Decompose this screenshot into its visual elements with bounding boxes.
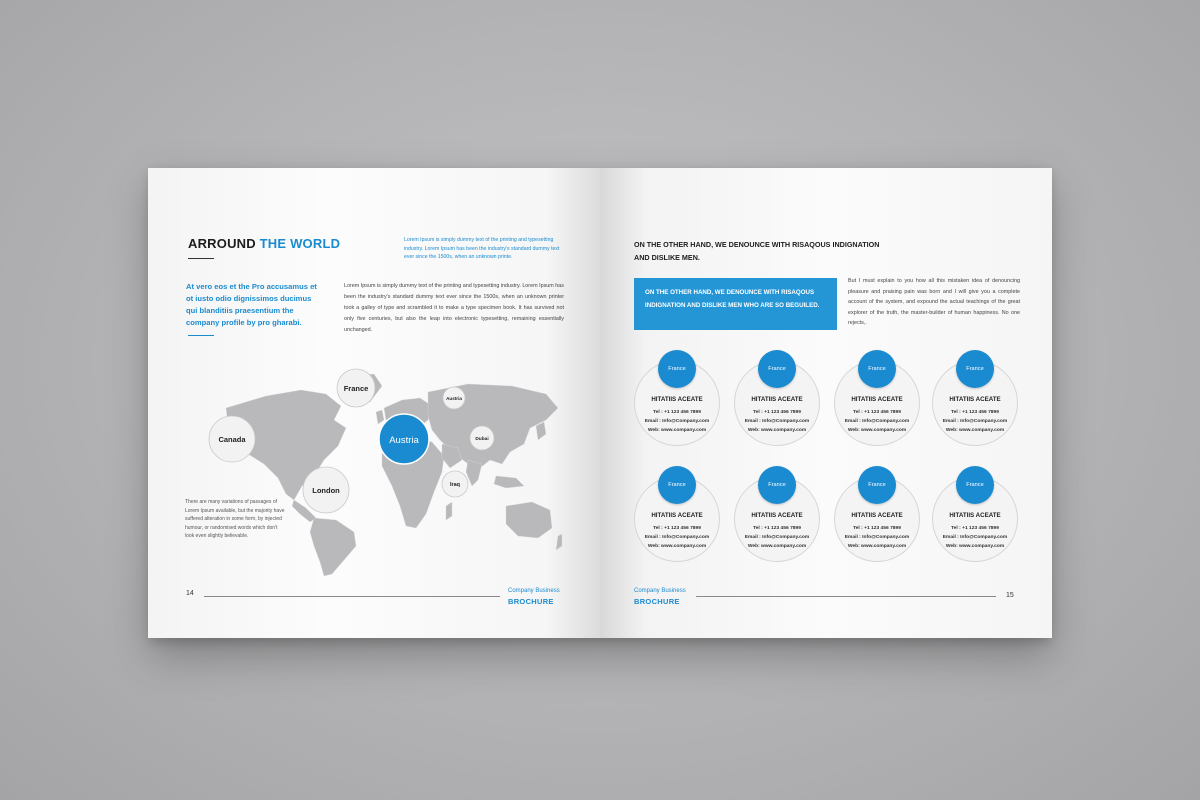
card-web: Web: www.company.com <box>747 428 807 433</box>
card-email: Email : Info@Company.com <box>644 535 710 540</box>
footer-brand-small-left: Company Business <box>508 588 560 594</box>
card-email: Email : Info@Company.com <box>744 419 810 424</box>
left-page <box>148 168 600 638</box>
card-name: HITATIIS ACEATE <box>949 396 1001 403</box>
label-london: London <box>312 486 340 495</box>
card-name: HITATIIS ACEATE <box>751 396 803 403</box>
footer-brand-small-right: Company Business <box>634 588 686 594</box>
bubble-london <box>303 467 349 513</box>
contact-card <box>834 350 922 448</box>
right-page <box>600 168 1052 638</box>
label-france: France <box>343 384 369 393</box>
contact-card <box>634 350 722 448</box>
card-email: Email : Info@Company.com <box>844 535 910 540</box>
bubble-dubai <box>470 426 494 450</box>
world-map <box>206 368 566 578</box>
page-number-right: 15 <box>1006 592 1014 599</box>
card-badge: France <box>956 350 994 388</box>
title-part2: THE WORLD <box>259 236 341 251</box>
label-austria-small: Austria <box>446 396 462 401</box>
card-web: Web: www.company.com <box>945 428 1005 433</box>
card-tel: Tel : +1 123 456 7899 <box>951 410 999 415</box>
card-email: Email : Info@Company.com <box>744 535 810 540</box>
contact-card <box>932 350 1020 448</box>
highlight-box: ON THE OTHER HAND, WE DENOUNCE WITH RISAQOUS INDIGNATION AND DISLIKE MEN WHO ARE SO BEGUILED. <box>634 278 837 330</box>
card-email: Email : Info@Company.com <box>644 419 710 424</box>
card-name: HITATIIS ACEATE <box>651 396 703 403</box>
card-name: HITATIIS ACEATE <box>851 396 903 403</box>
label-dubai: Dubai <box>475 437 489 442</box>
card-badge: France <box>956 466 994 504</box>
contact-card <box>734 350 822 448</box>
card-email: Email : Info@Company.com <box>942 535 1008 540</box>
right-heading: ON THE OTHER HAND, WE DENOUNCE WITH RISAQOUS INDIGNATION AND DISLIKE MEN. <box>634 240 880 262</box>
card-tel: Tel : +1 123 456 7899 <box>853 526 901 531</box>
intro-text: Lorem Ipsum is simply dummy text of the printing and typesetting industry. Lorem Ipsum has been the industry's standard dummy text ever since the 1500s, when an unknown printe. <box>404 237 560 260</box>
card-web: Web: www.company.com <box>747 544 807 549</box>
footer-brand-big-right: BROCHURE <box>634 597 680 606</box>
card-badge: France <box>758 466 796 504</box>
lead-text: At vero eos et the Pro accusamus et ot iusto odio dignissimos ducimus qui blanditiis praesentium the company profile by pro gharabi. <box>186 282 317 327</box>
card-name: HITATIIS ACEATE <box>751 512 803 519</box>
contact-card <box>834 466 922 564</box>
card-web: Web: www.company.com <box>945 544 1005 549</box>
bubble-austria-main <box>379 414 429 464</box>
footer-brand-big-left: BROCHURE <box>508 597 554 606</box>
card-badge: France <box>858 466 896 504</box>
card-tel: Tel : +1 123 456 7899 <box>653 410 701 415</box>
bubble-austria-small <box>443 387 465 409</box>
card-web: Web: www.company.com <box>847 544 907 549</box>
contact-card <box>634 466 722 564</box>
lead-underline <box>188 335 214 336</box>
side-note: There are many variations of passages of Lorem Ipsum available, but the majority have suffered alteration in some form, by injected humour, or randomised words which don't look even slightly believable. <box>185 499 285 539</box>
page-title <box>188 236 340 251</box>
card-badge: France <box>658 466 696 504</box>
card-tel: Tel : +1 123 456 7899 <box>653 526 701 531</box>
page-number-left: 14 <box>186 590 194 597</box>
card-badge: France <box>658 350 696 388</box>
label-austria-main: Austria <box>389 435 419 446</box>
card-tel: Tel : +1 123 456 7899 <box>753 410 801 415</box>
right-paragraph: But I must explain to you how all this mistaken idea of denouncing pleasure and praising pain was born and I will give you a complete account of the system, and expound the actual teachings of the great explorer of the truth, the master-builder of human happiness. No one rejects,. <box>848 278 1020 326</box>
card-tel: Tel : +1 123 456 7899 <box>753 526 801 531</box>
bubble-iraq <box>442 471 468 497</box>
contact-card <box>932 466 1020 564</box>
title-underline <box>188 258 214 259</box>
footer-rule-right <box>696 596 996 597</box>
label-canada: Canada <box>218 435 246 444</box>
bubble-france <box>337 369 375 407</box>
card-email: Email : Info@Company.com <box>942 419 1008 424</box>
footer-rule-left <box>204 596 500 597</box>
card-web: Web: www.company.com <box>647 544 707 549</box>
bubble-canada <box>209 416 255 462</box>
contact-card <box>734 466 822 564</box>
card-badge: France <box>858 350 896 388</box>
body-text: Lorem Ipsum is simply dummy text of the printing and typesetting industry. Lorem Ipsum has been the industry's standard dummy text ever since the 1500s, when an unknown printer took a galley of type and scrambled it to make a type specimen book. It has survived not only five centuries, but also the leap into electronic typesetting, remaining essentially unchanged. <box>344 283 564 333</box>
label-iraq: Iraq <box>449 482 461 488</box>
card-web: Web: www.company.com <box>647 428 707 433</box>
card-tel: Tel : +1 123 456 7899 <box>853 410 901 415</box>
card-email: Email : Info@Company.com <box>844 419 910 424</box>
card-badge: France <box>758 350 796 388</box>
card-tel: Tel : +1 123 456 7899 <box>951 526 999 531</box>
card-name: HITATIIS ACEATE <box>851 512 903 519</box>
card-web: Web: www.company.com <box>847 428 907 433</box>
title-part1: ARROUND <box>188 236 256 251</box>
card-name: HITATIIS ACEATE <box>949 512 1001 519</box>
card-name: HITATIIS ACEATE <box>651 512 703 519</box>
